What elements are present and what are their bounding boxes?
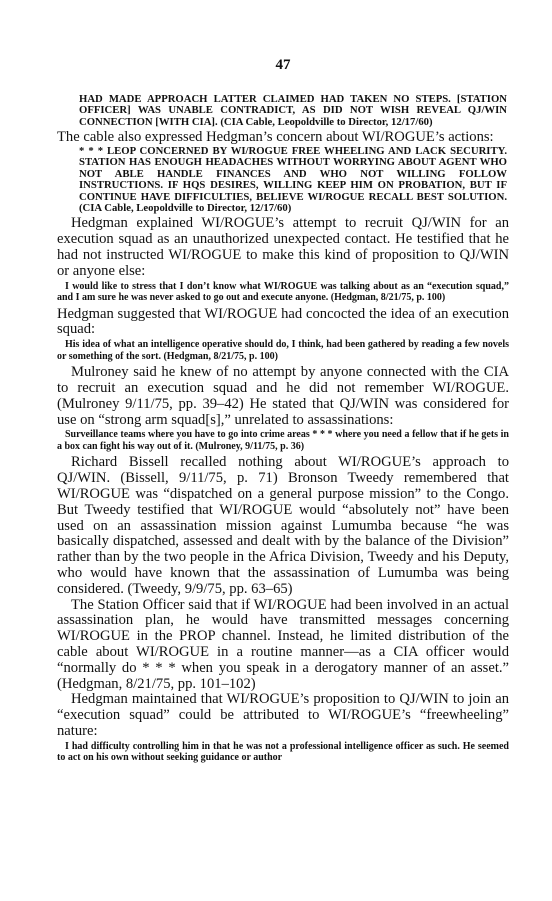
testimony-quote-3: Surveillance teams where you have to go into crime areas * * * where you need a fellow that if he gets in a box can fight his way out of it. (Mulroney, 9/11/75, p. 36) [57, 429, 509, 452]
body-paragraph-2: Hedgman explained WI/ROGUE’s attempt to recruit QJ/WIN for an execution squad as an unauthorized unexpected contact. He testified that he had not instructed WI/ROGUE to make this kind of proposition to QJ/WIN or anyone else: [57, 215, 509, 279]
testimony-quote-1: I would like to stress that I don’t know what WI/ROGUE was talking about as an “execution squad,” and I am sure he was never asked to go out and execute anyone. (Hedgman, 8/21/75, p. 100) [57, 280, 509, 304]
testimony-quote-2: His idea of what an intelligence operative should do, I think, had been gathered by reading a few novels or something of the sort. (Hedgman, 8/21/75, p. 100) [57, 339, 509, 362]
page-number: 47 [275, 57, 291, 73]
cable-excerpt-1: HAD MADE APPROACH LATTER CLAIMED HAD TAKEN NO STEPS. [STATION OFFICER] WAS UNABLE CONTRADICT, AS DID NOT WISH REVEAL QJ/WIN CONNECTION [WITH CIA]. (CIA Cable, Leopoldville to Director, 12/17/60) [79, 93, 507, 128]
body-paragraph-1: The cable also expressed Hedgman’s concern about WI/ROGUE’s actions: [57, 129, 494, 146]
cable-excerpt-2: * * * LEOP CONCERNED BY WI/ROGUE FREE WHEELING AND LACK SECURITY. STATION HAS ENOUGH HEADACHES WITHOUT WORRYING ABOUT AGENT WHO NOT ABLE HANDLE FINANCES AND WHO NOT WILLING FOLLOW INSTRUCTIONS. IF HQS DESIRES, WILLING KEEP HIM ON PROBATION, BUT IF CONTINUE HAVE DIFFICULTIES, BELIEVE WI/ROGUE RECALL BEST SOLUTION. (CIA Cable, Leopoldville to Director, 12/17/60) [79, 145, 507, 215]
body-paragraph-4: Mulroney said he knew of no attempt by anyone connected with the CIA to recruit an execution squad and he did not remember WI/ROGUE. (Mulroney 9/11/75, pp. 39–42) He stated that QJ/WIN was considered for use on “strong arm squad[s],” unrelated to assassinations: [57, 364, 509, 428]
body-paragraph-5: Richard Bissell recalled nothing about WI/ROGUE’s approach to QJ/WIN. (Bissell, 9/11/75, p. 71) Bronson Tweedy remembered that WI/ROGUE was “dispatched on a general purpose mission” to the Congo. But Tweedy testified that WI/ROGUE would “absolutely not” have been used on an assassination mission against Lumumba because “he was basically dispatched, assessed and dealt with by the balance of the Division” rather than by the two people in the Africa Division, Tweedy and his Deputy, who would have known that the assassination of Lumumba was being considered. (Tweedy, 9/9/75, pp. 63–65) [57, 454, 509, 597]
body-paragraph-3: Hedgman suggested that WI/ROGUE had concocted the idea of an execution squad: [57, 305, 509, 338]
body-paragraph-7: Hedgman maintained that WI/ROGUE’s proposition to QJ/WIN to join an “execution squad” could be attributed to WI/ROGUE’s “freewheeling” nature: [57, 691, 509, 739]
body-paragraph-6: The Station Officer said that if WI/ROGUE had been involved in an actual assassination plan, he would have transmitted messages concerning WI/ROGUE in the PROP channel. Instead, he limited distribution of the cable about WI/ROGUE in a routine manner—as a CIA officer would “normally do * * * when you speak in a derogatory manner of an asset.” (Hedgman, 8/21/75, pp. 101–102) [57, 596, 509, 692]
testimony-quote-4: I had difficulty controlling him in that he was not a professional intelligence officer as such. He seemed to act on his own without seeking guidance or author [57, 740, 509, 764]
